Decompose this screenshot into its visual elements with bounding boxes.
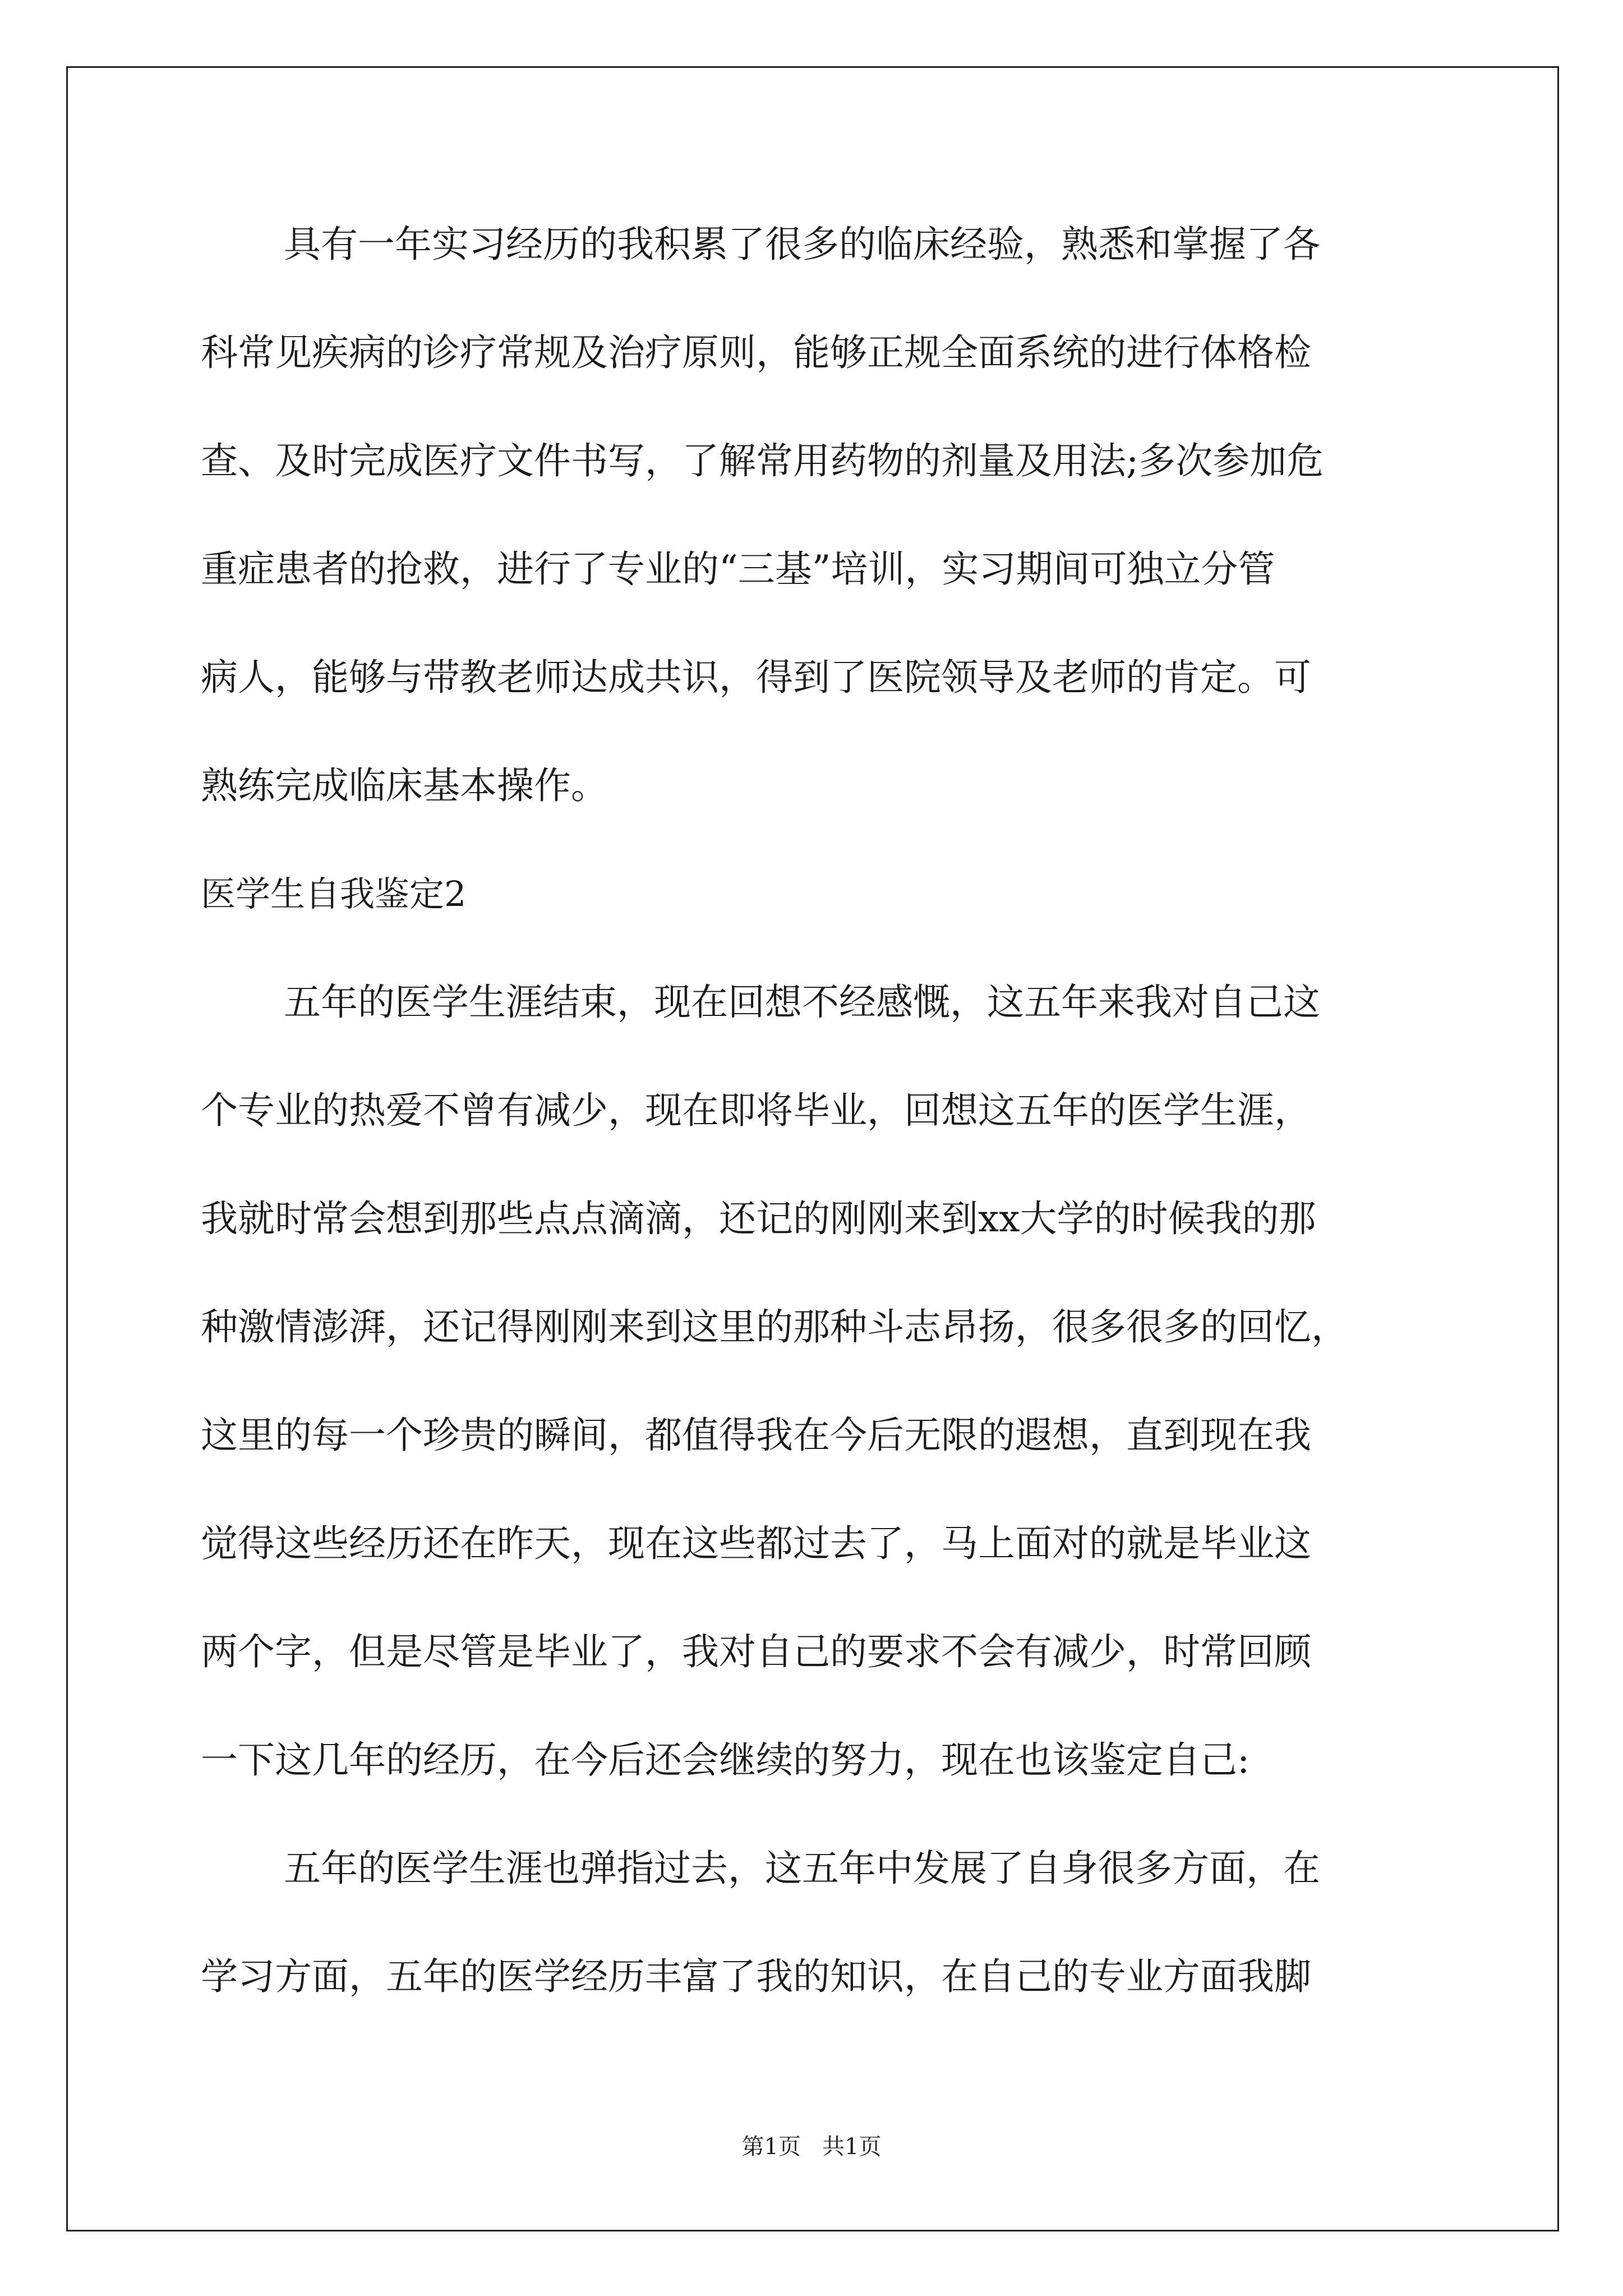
paragraph-2-line-5: 这里的每一个珍贵的瞬间，都值得我在今后无限的遐想，直到现在我 bbox=[201, 1414, 1311, 1457]
page-border bbox=[66, 66, 1559, 2231]
paragraph-1-line-4: 重症患者的抢救，进行了专业的“三基”培训，实习期间可独立分管 bbox=[201, 547, 1275, 591]
paragraph-1-line-6: 熟练完成临床基本操作。 bbox=[201, 764, 608, 807]
paragraph-2-line-7: 两个字，但是尽管是毕业了，我对自己的要求不会有减少，时常回顾 bbox=[201, 1630, 1311, 1673]
page-number: 第1页 共1页 bbox=[741, 2134, 882, 2160]
paragraph-2-line-6: 觉得这些经历还在昨天，现在这些都过去了，马上面对的就是毕业这 bbox=[201, 1522, 1311, 1565]
section-heading: 医学生自我鉴定2 bbox=[201, 873, 467, 914]
paragraph-2-line-4: 种激情澎湃，还记得刚刚来到这里的那种斗志昂扬，很多很多的回忆， bbox=[201, 1305, 1348, 1349]
paragraph-2-line-2: 个专业的热爱不曾有减少，现在即将毕业，回想这五年的医学生涯， bbox=[201, 1089, 1311, 1132]
paragraph-1-line-2: 科常见疾病的诊疗常规及治疗原则，能够正规全面系统的进行体格检 bbox=[201, 331, 1311, 374]
paragraph-2-line-8: 一下这几年的经历，在今后还会继续的努力，现在也该鉴定自己: bbox=[201, 1738, 1250, 1782]
paragraph-1-line-5: 病人，能够与带教老师达成共识，得到了医院领导及老师的肯定。可 bbox=[201, 656, 1311, 699]
paragraph-2-line-1: 五年的医学生涯结束，现在回想不经感慨，这五年来我对自己这 bbox=[284, 981, 1320, 1024]
paragraph-1-line-1: 具有一年实习经历的我积累了很多的临床经验，熟悉和掌握了各 bbox=[284, 223, 1320, 266]
paragraph-2-line-3: 我就时常会想到那些点点滴滴，还记的刚刚来到xx大学的时候我的那 bbox=[201, 1197, 1316, 1240]
paragraph-3-line-2: 学习方面，五年的医学经历丰富了我的知识，在自己的专业方面我脚 bbox=[201, 1955, 1311, 1998]
paragraph-3-line-1: 五年的医学生涯也弹指过去，这五年中发展了自身很多方面，在 bbox=[284, 1847, 1320, 1890]
paragraph-1-line-3: 查、及时完成医疗文件书写，了解常用药物的剂量及用法;多次参加危 bbox=[201, 439, 1324, 482]
